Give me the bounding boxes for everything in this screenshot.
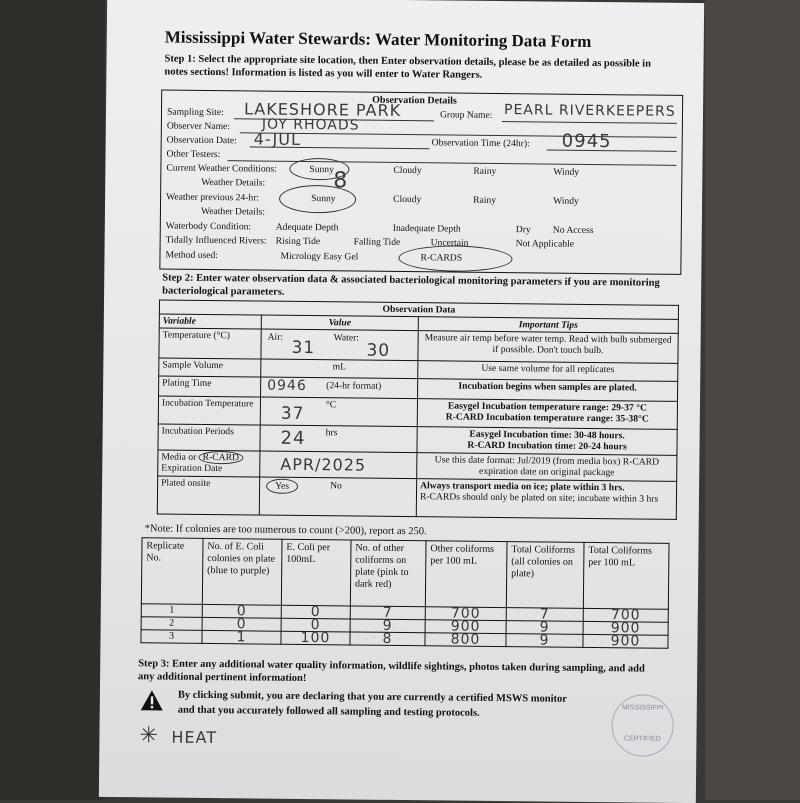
- plating-time-value[interactable]: 0946: [267, 377, 307, 395]
- other-colonies-value[interactable]: 7: [350, 606, 425, 620]
- tidal-falling[interactable]: Falling Tide: [353, 236, 401, 248]
- plated-onsite-label: Plated onsite: [157, 476, 259, 515]
- tidal-rising[interactable]: Rising Tide: [275, 235, 321, 248]
- plated-tip: [416, 479, 676, 520]
- observation-time-label: Observation Time (24hr):: [431, 137, 530, 150]
- col-ecoli-per-100: E. Coli per 100mL: [281, 539, 351, 606]
- plated-yes-option[interactable]: Yes: [266, 479, 298, 494]
- replicate-number: 3: [141, 630, 202, 644]
- waterbody-no-access[interactable]: No Access: [552, 224, 594, 237]
- incubation-periods-unit: hrs: [325, 427, 338, 439]
- col-variable: Variable: [159, 314, 261, 329]
- observation-details-header: Observation Details: [372, 94, 457, 107]
- prev-weather-rainy[interactable]: Rainy: [473, 194, 497, 206]
- observation-details-box: [159, 89, 683, 274]
- group-name-label: Group Name:: [439, 109, 493, 121]
- plating-time-format: (24-hr format): [326, 380, 382, 392]
- current-weather-cloudy[interactable]: Cloudy: [393, 164, 422, 177]
- tidal-label: Tidally Influenced Rivers:: [165, 234, 267, 247]
- step3-instructions: Step 3: Enter any additional water quality information, wildlife sightings, photos taken during sampling, and add any additional pertinent information!: [138, 658, 645, 685]
- air-value[interactable]: 31: [291, 337, 316, 359]
- prev-weather-selected-circle: [279, 185, 356, 214]
- prev-weather-cloudy[interactable]: Cloudy: [393, 193, 422, 206]
- other-testers-label: Other Testers:: [166, 148, 221, 161]
- total-per-100-value[interactable]: 700: [583, 608, 668, 622]
- incubation-periods-tip-easygel: Easygel Incubation time: 30-48 hours.: [469, 428, 625, 442]
- col-replicate: Replicate No.: [141, 538, 203, 605]
- incubation-periods-tip-rcard: R-CARD Incubation time: 20-24 hours: [467, 439, 627, 453]
- ecoli-colonies-value[interactable]: 1: [202, 630, 281, 644]
- media-label-expiration: Expiration Date: [161, 462, 223, 475]
- sampling-site-value[interactable]: LAKESHORE PARK: [243, 99, 402, 120]
- waterbody-adequate[interactable]: Adequate Depth: [275, 221, 339, 234]
- ecoli-per-100-value[interactable]: 100: [281, 631, 350, 645]
- observer-name-label: Observer Name:: [166, 120, 231, 133]
- certification-stamp: [611, 694, 674, 757]
- media-expiration-value[interactable]: APR/2025: [280, 454, 367, 475]
- incubation-periods-tip: [417, 427, 677, 456]
- total-colonies-value[interactable]: 9: [506, 621, 583, 635]
- temp-label: Temperature (°C): [159, 328, 261, 359]
- media-label-rcard: R-CARD: [199, 451, 243, 464]
- incubation-temp-tip-rcard: R-CARD Incubation temperature range: 35-38°C: [445, 411, 649, 425]
- prev-weather-sunny[interactable]: Sunny: [311, 193, 336, 205]
- tidal-not-applicable[interactable]: Not Applicable: [515, 238, 575, 250]
- col-total-colonies: Total Coliforms (all colonies on plate): [506, 542, 584, 609]
- temp-tip: Measure air temp before water temp. Read with bulb submerged if possible. Don't touch bulb.: [418, 331, 678, 364]
- incubation-periods-value[interactable]: 24: [280, 427, 306, 449]
- air-label: Air:: [267, 331, 284, 343]
- disclaimer-text: By clicking submit, you are declaring that you are currently a certified MSWS monitor and that you accurately followed all sampling and testing protocols.: [177, 689, 567, 719]
- incubation-temp-unit: °C: [325, 399, 337, 411]
- step2-instructions: Step 2: Enter water observation data & associated bacteriological monitoring parameters if you are monitoring bacteriological parameters.: [162, 272, 660, 298]
- current-weather-details-label: Weather Details:: [201, 176, 266, 189]
- plating-time-cell: [261, 377, 418, 399]
- incubation-temp-value[interactable]: 37: [280, 403, 305, 424]
- sample-volume-tip: Use same volume for all replicates: [418, 361, 678, 382]
- col-total-per-100: Total Coliforms per 100 mL: [583, 542, 669, 609]
- current-weather-mark: 8: [333, 168, 349, 194]
- total-colonies-value[interactable]: 7: [506, 608, 583, 622]
- incubation-temp-label: Incubation Temperature: [158, 396, 260, 425]
- asterisk-mark: ✳: [139, 723, 160, 749]
- observer-name-value[interactable]: JOY RHOADS: [261, 116, 360, 134]
- ecoli-colonies-value[interactable]: 0: [202, 604, 281, 618]
- plating-time-label: Plating Time: [159, 376, 261, 397]
- background-left: [0, 0, 105, 800]
- current-weather-sunny[interactable]: Sunny: [309, 164, 334, 176]
- total-colonies-value[interactable]: 9: [506, 634, 583, 648]
- col-other-colonies: No. of other coliforms on plate (pink to dark red): [350, 540, 426, 607]
- incubation-periods-label: Incubation Periods: [158, 424, 260, 451]
- col-tips: Important Tips: [418, 317, 678, 334]
- incubation-temp-tip: [417, 399, 677, 430]
- plated-tip-transport: Always transport media on ice; plate within 3 hrs.: [420, 480, 625, 494]
- waterbody-label: Waterbody Condition:: [165, 220, 252, 233]
- sample-volume-label: Sample Volume: [159, 358, 261, 377]
- observation-data-header: Observation Data: [159, 300, 678, 319]
- method-label: Method used:: [165, 249, 219, 262]
- sampling-site-label: Sampling Site:: [166, 106, 224, 119]
- colonies-note: *Note: If colonies are too numerous to count (>200), report as 250.: [144, 523, 427, 538]
- water-label: Water:: [333, 332, 360, 344]
- col-ecoli-colonies: No. of E. Coli colonies on plate (blue to purple): [202, 538, 282, 605]
- prev-weather-windy[interactable]: Windy: [553, 195, 579, 207]
- total-per-100-value[interactable]: 900: [583, 634, 668, 648]
- notes-handwritten[interactable]: HEAT: [171, 727, 218, 748]
- other-colonies-value[interactable]: 8: [350, 632, 425, 646]
- sample-volume-unit[interactable]: mL: [261, 359, 418, 379]
- media-label-cell: [158, 450, 260, 477]
- ecoli-per-100-value[interactable]: 0: [281, 605, 350, 619]
- stamp-top-text: MISSISSIPPI: [621, 704, 664, 712]
- prev-weather-details-label: Weather Details:: [200, 205, 265, 218]
- ecoli-per-100-value[interactable]: 0: [281, 618, 350, 632]
- observation-data-table: [157, 299, 679, 519]
- current-weather-windy[interactable]: Windy: [553, 166, 580, 178]
- ecoli-colonies-value[interactable]: 0: [202, 617, 281, 631]
- plated-onsite-cell: [259, 477, 416, 517]
- incubation-periods-cell: [260, 425, 417, 453]
- replicate-number: 2: [141, 617, 202, 631]
- stamp-bottom-text: CERTIFIED: [624, 735, 661, 743]
- current-weather-rainy[interactable]: Rainy: [473, 165, 497, 177]
- observation-date-label: Observation Date:: [166, 134, 237, 147]
- plated-tip-rcard: R-CARDs should only be plated on site; incubate within 3 hrs: [419, 491, 659, 505]
- incubation-temp-tip-easygel: Easygel Incubation temperature range: 29-37 °C: [447, 400, 647, 414]
- water-value[interactable]: 30: [366, 340, 391, 361]
- other-per-100-value[interactable]: 900: [425, 620, 506, 634]
- other-colonies-value[interactable]: 9: [350, 619, 425, 633]
- waterbody-inadequate[interactable]: Inadequate Depth: [392, 222, 461, 235]
- other-per-100-value[interactable]: 800: [425, 633, 506, 647]
- step1-instructions: Step 1: Select the appropriate site location, then Enter observation details, please be as detailed as possible in notes sections! Information is listed as you will enter to Water Rangers.: [164, 53, 651, 81]
- media-tip: Use this date format: Jul/2019 (from media box) R-CARD expiration date on original package: [417, 453, 677, 482]
- current-weather-label: Current Weather Conditions:: [166, 162, 277, 175]
- total-per-100-value[interactable]: 900: [583, 621, 668, 635]
- colonies-table: [140, 537, 669, 649]
- method-selected-circle: [398, 245, 512, 272]
- weather-prev-label: Weather previous 24-hr:: [166, 191, 260, 204]
- warning-icon: [140, 689, 164, 711]
- media-label-prefix: Media or: [161, 451, 197, 463]
- tidal-uncertain[interactable]: Uncertain: [430, 237, 469, 249]
- method-rcards[interactable]: R-CARDS: [420, 252, 463, 264]
- other-per-100-value[interactable]: 700: [425, 607, 506, 621]
- observation-time-value[interactable]: 0945: [561, 130, 612, 153]
- form-title: Mississippi Water Stewards: Water Monitoring Data Form: [164, 27, 592, 51]
- form-paper: [99, 0, 704, 803]
- observation-date-value[interactable]: 4-JUL: [253, 129, 302, 149]
- group-name-value[interactable]: PEARL RIVERKEEPERS: [503, 102, 676, 120]
- background-right: [705, 0, 800, 800]
- media-value-cell: [260, 451, 417, 479]
- plating-time-tip: Incubation begins when samples are plated.: [418, 379, 678, 402]
- waterbody-dry[interactable]: Dry: [515, 224, 531, 236]
- temp-value-cell: [261, 329, 418, 361]
- col-value: Value: [261, 315, 418, 331]
- col-other-per-100: Other coliforms per 100 mL: [425, 541, 507, 608]
- replicate-number: 1: [141, 604, 202, 618]
- method-easygel[interactable]: Micrology Easy Gel: [280, 250, 359, 263]
- plated-no-option[interactable]: No: [330, 480, 342, 492]
- incubation-temp-cell: [260, 397, 417, 427]
